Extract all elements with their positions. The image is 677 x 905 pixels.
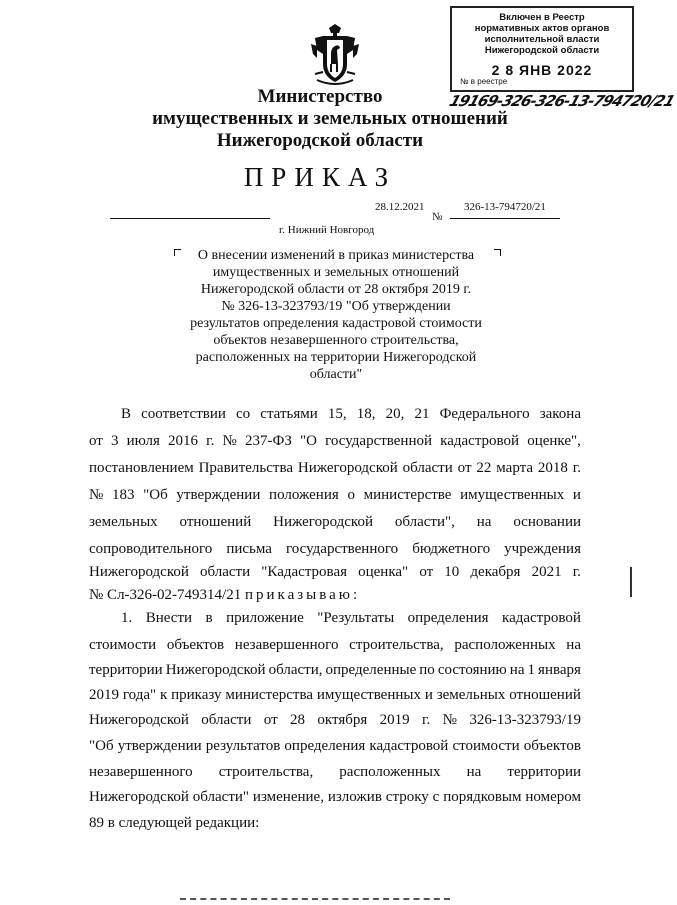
body-line: [89, 763, 581, 781]
word: от: [89, 433, 103, 449]
number-sign: №: [432, 211, 443, 223]
word: письма: [226, 541, 272, 557]
word: территории: [89, 662, 163, 678]
body-line: [121, 609, 581, 627]
word: декабря: [470, 564, 521, 580]
word: государственной: [325, 433, 433, 449]
body-line: 89 в следующей редакции:: [89, 815, 260, 831]
subject-line: № 326-13-323793/19 "Об утверждении: [221, 299, 451, 314]
word: 10: [444, 564, 460, 580]
stamp-line-1: Включен в Реестр: [499, 12, 585, 23]
word: Нижегородской: [165, 662, 266, 678]
body-line: [89, 540, 581, 558]
body-line: [89, 737, 581, 755]
word: утверждении: [176, 487, 261, 503]
subject-line: О внесении изменений в приказ министерства: [197, 248, 475, 263]
word: Нижегородской: [297, 460, 398, 476]
word: статьями: [260, 406, 318, 422]
word: земельных: [436, 687, 506, 703]
number-underline: [450, 218, 560, 219]
word: области: [201, 712, 252, 728]
word: июля: [126, 433, 160, 449]
word: "Кадастровая: [261, 564, 347, 580]
ministry-title-line-3: Нижегородской области: [216, 130, 424, 151]
word: порядковым: [443, 789, 522, 805]
word: строительства,: [218, 764, 314, 780]
word: г.: [206, 433, 215, 449]
word: о: [347, 487, 355, 503]
word: приложение: [226, 610, 304, 626]
subject-line: Нижегородской области от 28 октября 2019 г.: [200, 282, 472, 297]
word: 2021: [531, 564, 562, 580]
word: расположенных: [339, 764, 441, 780]
word: от: [457, 460, 472, 476]
word: имущественных: [460, 487, 565, 503]
word: "Результаты: [317, 610, 395, 626]
word: Нижегородской: [273, 514, 373, 530]
word: 15,: [327, 406, 347, 422]
word: 183: [111, 487, 135, 503]
word: 326-13-323793/19: [469, 712, 581, 728]
word: октября: [317, 712, 368, 728]
word: 2019: [89, 687, 119, 703]
word: на: [566, 637, 581, 653]
word: бюджетного: [412, 541, 491, 557]
document-type-title: ПРИКАЗ: [243, 162, 397, 192]
word: Нижегородской: [89, 564, 189, 580]
order-date: 28.12.2021: [375, 201, 425, 213]
word: положения: [269, 487, 339, 503]
word: земельных: [89, 514, 158, 530]
word: объектов: [523, 738, 581, 754]
word: расположенных: [454, 637, 556, 653]
word: области,: [268, 662, 323, 678]
word: отношений: [179, 514, 252, 530]
word: области": [192, 789, 250, 805]
word: соответствии: [141, 406, 226, 422]
word: определения: [284, 738, 366, 754]
word: стоимости: [89, 637, 157, 653]
word: Внести: [145, 610, 193, 626]
word: марта: [496, 460, 534, 476]
word: 28: [290, 712, 306, 728]
word: государственного: [285, 541, 399, 557]
word: Нижегородской: [89, 789, 189, 805]
body-line: [89, 661, 581, 679]
word: определения: [407, 610, 489, 626]
body-line: [89, 788, 581, 806]
word: 1.: [121, 610, 133, 626]
word: в: [205, 610, 213, 626]
word: от: [419, 564, 434, 580]
word: строку: [385, 789, 429, 805]
word: изменение,: [252, 789, 324, 805]
coat-of-arms-icon: [307, 24, 363, 88]
body-line: [89, 711, 581, 729]
body-line: [121, 405, 581, 423]
word: со: [236, 406, 251, 422]
word: №: [442, 712, 457, 728]
word: 21: [414, 406, 430, 422]
subject-line: объектов незавершенного строительства,: [213, 333, 459, 348]
word: Нижегородской: [89, 712, 189, 728]
word: незавершенного: [89, 764, 193, 780]
word: состоянию: [437, 662, 507, 678]
city-name: г. Нижний Новгород: [279, 224, 375, 236]
body-line: [89, 486, 581, 504]
word: закона: [539, 406, 581, 422]
stamp-line-2: нормативных актов органов: [474, 23, 610, 34]
word: утверждении: [117, 738, 202, 754]
word: 1: [527, 662, 536, 678]
word: области: [402, 460, 453, 476]
word: №: [222, 433, 237, 449]
registry-stamp: [450, 6, 634, 92]
stamp-line-4: Нижегородской области: [484, 45, 600, 56]
prikazyvayu-word: приказываю:: [244, 587, 361, 603]
word: объектов: [166, 637, 225, 653]
word: "Об: [89, 738, 114, 754]
word: кадастровой: [502, 610, 581, 626]
word: г.: [572, 564, 581, 580]
word: отношений: [509, 687, 581, 703]
handwritten-registry-number: 19169-326-326-13-794720/21: [447, 92, 677, 110]
subject-line: имущественных и земельных отношений: [212, 265, 460, 280]
word: 2016: [168, 433, 199, 449]
word: Правительства: [198, 460, 293, 476]
word: к: [159, 687, 168, 703]
word: "Об: [143, 487, 168, 503]
word: 2018: [537, 460, 568, 476]
word: строительства,: [349, 637, 444, 653]
word: г.: [422, 712, 431, 728]
stamp-line-3: исполнительной власти: [484, 34, 600, 45]
word: на: [476, 514, 492, 530]
word: и: [572, 487, 581, 503]
body-line: [89, 513, 581, 531]
body-line: [89, 432, 581, 450]
word: с: [432, 789, 440, 805]
word: и: [424, 687, 433, 703]
body-line: [89, 636, 581, 654]
word: незавершенного: [234, 637, 339, 653]
word: №: [89, 487, 104, 503]
subject-corner-right: [494, 249, 501, 256]
cut-off-next-line: [180, 898, 450, 900]
word: министерстве: [363, 487, 452, 503]
word: области: [200, 564, 251, 580]
order-subject: [178, 247, 494, 383]
word: оценке",: [527, 433, 581, 449]
word: 22: [476, 460, 492, 476]
word: В: [121, 406, 132, 422]
body-line: [89, 686, 581, 704]
word: области",: [394, 514, 455, 530]
word: кадастровой: [369, 738, 449, 754]
word: кадастровой: [440, 433, 520, 449]
word: 20,: [385, 406, 405, 422]
word: 2019: [379, 712, 410, 728]
order-reference: № Сл-326-02-749314/21: [89, 587, 245, 603]
word: 237-ФЗ: [244, 433, 292, 449]
word: номером: [525, 789, 581, 805]
subject-line: результатов определения кадастровой стоимости: [190, 316, 482, 331]
word: результатов: [205, 738, 281, 754]
margin-mark: [630, 567, 632, 597]
word: Федерального: [439, 406, 530, 422]
word: учреждения: [504, 541, 581, 557]
ministry-title-line-2: имущественных и земельных отношений: [152, 108, 508, 129]
body-line: [89, 459, 581, 477]
subject-line: области": [309, 367, 363, 382]
word: министерства: [225, 687, 314, 703]
word: определенные: [325, 662, 417, 678]
word: 18,: [356, 406, 376, 422]
blank-line-left: [110, 218, 270, 219]
body-line: [89, 563, 581, 581]
ministry-title-line-1: Министерство: [257, 86, 383, 107]
word: стоимости: [452, 738, 520, 754]
word: основании: [513, 514, 581, 530]
body-line: [89, 586, 581, 604]
word: имущественных: [316, 687, 421, 703]
word: территории: [507, 764, 581, 780]
word: г.: [572, 460, 581, 476]
stamp-reg-label: № в реестре: [460, 77, 508, 86]
word: от: [263, 712, 278, 728]
word: "О: [300, 433, 317, 449]
word: года": [122, 687, 157, 703]
word: на: [466, 764, 482, 780]
word: по: [419, 662, 435, 678]
word: изложив: [327, 789, 382, 805]
word: 3: [111, 433, 119, 449]
word: оценка": [358, 564, 409, 580]
word: на: [509, 662, 525, 678]
stamp-date: 2 8 ЯНВ 2022: [491, 62, 593, 78]
word: января: [538, 662, 581, 678]
word: постановлением: [89, 460, 194, 476]
word: приказу: [171, 687, 222, 703]
order-number: 326-13-794720/21: [464, 201, 546, 213]
word: сопроводительного: [89, 541, 213, 557]
subject-line: расположенных на территории Нижегородской: [195, 350, 477, 365]
